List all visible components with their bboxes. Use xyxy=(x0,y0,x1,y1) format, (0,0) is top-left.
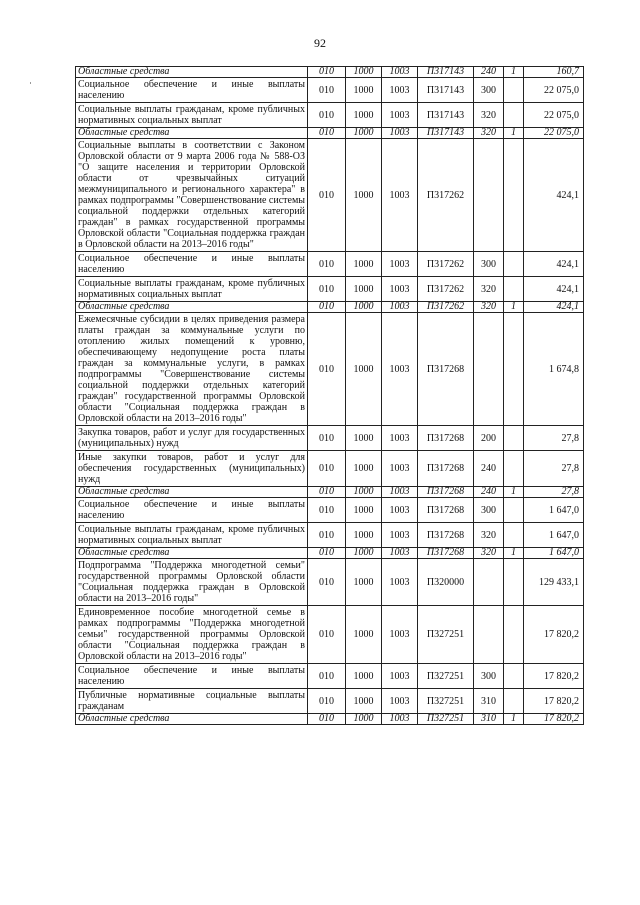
ministry-code-cell: 010 xyxy=(308,714,346,725)
row-name-cell: Социальное обеспечение и иные выплаты населению xyxy=(76,78,308,103)
table-row xyxy=(76,498,584,523)
amount-cell: 17 820,2 xyxy=(524,664,584,689)
amount-cell: 22 075,0 xyxy=(524,103,584,128)
amount-cell: 424,1 xyxy=(524,139,584,252)
amount-cell: 424,1 xyxy=(524,252,584,277)
row-name-cell: Закупка товаров, работ и услуг для государственных (муниципальных) нужд xyxy=(76,426,308,451)
amount-cell: 22 075,0 xyxy=(524,78,584,103)
subsection-code-cell: 1003 xyxy=(382,252,418,277)
section-code-cell: 1000 xyxy=(346,67,382,78)
table-row xyxy=(76,426,584,451)
funds-source-cell xyxy=(504,689,524,714)
row-name-cell: Публичные нормативные социальные выплаты гражданам xyxy=(76,689,308,714)
section-code-cell: 1000 xyxy=(346,302,382,313)
ministry-code-cell: 010 xyxy=(308,67,346,78)
funds-source-cell xyxy=(504,313,524,426)
ministry-code-cell: 010 xyxy=(308,606,346,664)
funds-source-cell: 1 xyxy=(504,548,524,559)
subsection-code-cell: 1003 xyxy=(382,139,418,252)
subsection-code-cell: 1003 xyxy=(382,103,418,128)
expense-type-cell: 310 xyxy=(474,689,504,714)
expense-type-cell xyxy=(474,559,504,606)
expense-type-cell: 300 xyxy=(474,78,504,103)
target-article-cell: П317268 xyxy=(418,523,474,548)
subsection-code-cell: 1003 xyxy=(382,67,418,78)
subsection-code-cell: 1003 xyxy=(382,302,418,313)
expense-type-cell: 300 xyxy=(474,664,504,689)
expense-type-cell: 320 xyxy=(474,277,504,302)
row-name-cell: Областные средства xyxy=(76,487,308,498)
ministry-code-cell: 010 xyxy=(308,313,346,426)
ministry-code-cell: 010 xyxy=(308,103,346,128)
expense-type-cell xyxy=(474,313,504,426)
expense-type-cell: 240 xyxy=(474,451,504,487)
table-row xyxy=(76,313,584,426)
funds-row xyxy=(76,487,584,498)
funds-row xyxy=(76,67,584,78)
amount-cell: 1 647,0 xyxy=(524,523,584,548)
expense-type-cell: 300 xyxy=(474,252,504,277)
expense-type-cell: 240 xyxy=(474,67,504,78)
row-name-cell: Социальные выплаты гражданам, кроме публичных нормативных социальных выплат xyxy=(76,277,308,302)
target-article-cell: П317262 xyxy=(418,302,474,313)
amount-cell: 160,7 xyxy=(524,67,584,78)
amount-cell: 27,8 xyxy=(524,451,584,487)
amount-cell: 17 820,2 xyxy=(524,606,584,664)
funds-source-cell xyxy=(504,664,524,689)
row-name-cell: Ежемесячные субсидии в целях приведения размера платы граждан за коммунальные услуги по отоплению жилых помещений к уровню, обеспечивающему недопущение роста платы граждан за коммунальные услуги, в рамках подпрограммы "Совершенствование системы социальной поддержки отдельных категорий граждан" государственной программы Орловской области "Социальная поддержка граждан в Орловской области на 2013–2016 годы" xyxy=(76,313,308,426)
target-article-cell: П327251 xyxy=(418,664,474,689)
target-article-cell: П317143 xyxy=(418,103,474,128)
section-code-cell: 1000 xyxy=(346,313,382,426)
funds-source-cell: 1 xyxy=(504,128,524,139)
amount-cell: 27,8 xyxy=(524,487,584,498)
subsection-code-cell: 1003 xyxy=(382,128,418,139)
section-code-cell: 1000 xyxy=(346,559,382,606)
funds-source-cell: 1 xyxy=(504,302,524,313)
section-code-cell: 1000 xyxy=(346,426,382,451)
ministry-code-cell: 010 xyxy=(308,487,346,498)
row-name-cell: Социальное обеспечение и иные выплаты населению xyxy=(76,252,308,277)
section-code-cell: 1000 xyxy=(346,252,382,277)
target-article-cell: П320000 xyxy=(418,559,474,606)
row-name-cell: Областные средства xyxy=(76,714,308,725)
table-row xyxy=(76,78,584,103)
funds-source-cell: 1 xyxy=(504,67,524,78)
subsection-code-cell: 1003 xyxy=(382,714,418,725)
table-row xyxy=(76,606,584,664)
row-name-cell: Социальное обеспечение и иные выплаты населению xyxy=(76,664,308,689)
amount-cell: 22 075,0 xyxy=(524,128,584,139)
funds-source-cell xyxy=(504,277,524,302)
funds-source-cell: 1 xyxy=(504,714,524,725)
funds-source-cell xyxy=(504,523,524,548)
row-name-cell: Иные закупки товаров, работ и услуг для обеспечения государственных (муниципальных) нужд xyxy=(76,451,308,487)
row-name-cell: Социальные выплаты гражданам, кроме публичных нормативных социальных выплат xyxy=(76,103,308,128)
subsection-code-cell: 1003 xyxy=(382,78,418,103)
section-code-cell: 1000 xyxy=(346,128,382,139)
target-article-cell: П317262 xyxy=(418,252,474,277)
ministry-code-cell: 010 xyxy=(308,548,346,559)
funds-row xyxy=(76,548,584,559)
target-article-cell: П317143 xyxy=(418,128,474,139)
amount-cell: 424,1 xyxy=(524,302,584,313)
expense-type-cell: 320 xyxy=(474,103,504,128)
row-name-cell: Областные средства xyxy=(76,548,308,559)
expense-type-cell: 300 xyxy=(474,498,504,523)
subsection-code-cell: 1003 xyxy=(382,487,418,498)
expense-type-cell: 320 xyxy=(474,128,504,139)
ministry-code-cell: 010 xyxy=(308,78,346,103)
section-code-cell: 1000 xyxy=(346,689,382,714)
ministry-code-cell: 010 xyxy=(308,302,346,313)
row-name-cell: Социальное обеспечение и иные выплаты населению xyxy=(76,498,308,523)
expense-type-cell: 310 xyxy=(474,714,504,725)
expense-type-cell xyxy=(474,139,504,252)
target-article-cell: П317143 xyxy=(418,78,474,103)
table-row xyxy=(76,689,584,714)
target-article-cell: П317262 xyxy=(418,139,474,252)
row-name-cell: Областные средства xyxy=(76,128,308,139)
ministry-code-cell: 010 xyxy=(308,139,346,252)
ministry-code-cell: 010 xyxy=(308,277,346,302)
subsection-code-cell: 1003 xyxy=(382,277,418,302)
subsection-code-cell: 1003 xyxy=(382,689,418,714)
ministry-code-cell: 010 xyxy=(308,689,346,714)
row-name-cell: Областные средства xyxy=(76,302,308,313)
amount-cell: 1 647,0 xyxy=(524,498,584,523)
funds-source-cell: 1 xyxy=(504,487,524,498)
expense-type-cell xyxy=(474,606,504,664)
section-code-cell: 1000 xyxy=(346,139,382,252)
amount-cell: 17 820,2 xyxy=(524,714,584,725)
amount-cell: 424,1 xyxy=(524,277,584,302)
subsection-code-cell: 1003 xyxy=(382,498,418,523)
target-article-cell: П327251 xyxy=(418,689,474,714)
funds-source-cell xyxy=(504,103,524,128)
subsection-code-cell: 1003 xyxy=(382,548,418,559)
row-name-cell: Социальные выплаты в соответствии с Законом Орловской области от 9 марта 2006 года № 588-ОЗ "О защите населения и территории Орловской области от чрезвычайных ситуаций межмуниципального и регионального характера" в рамках подпрограммы "Совершенствование системы социальной поддержки отдельных категорий граждан" в рамках государственной программы Орловской области "Социальная поддержка граждан в Орловской области на 2013–2016 годы" xyxy=(76,139,308,252)
ministry-code-cell: 010 xyxy=(308,559,346,606)
target-article-cell: П317268 xyxy=(418,548,474,559)
expense-type-cell: 320 xyxy=(474,523,504,548)
table-row xyxy=(76,559,584,606)
funds-row xyxy=(76,128,584,139)
amount-cell: 1 674,8 xyxy=(524,313,584,426)
ministry-code-cell: 010 xyxy=(308,252,346,277)
funds-row xyxy=(76,302,584,313)
ministry-code-cell: 010 xyxy=(308,426,346,451)
expense-type-cell: 240 xyxy=(474,487,504,498)
section-code-cell: 1000 xyxy=(346,487,382,498)
section-code-cell: 1000 xyxy=(346,664,382,689)
expense-type-cell: 320 xyxy=(474,548,504,559)
table-row xyxy=(76,139,584,252)
target-article-cell: П327251 xyxy=(418,606,474,664)
subsection-code-cell: 1003 xyxy=(382,606,418,664)
subsection-code-cell: 1003 xyxy=(382,664,418,689)
funds-source-cell xyxy=(504,498,524,523)
section-code-cell: 1000 xyxy=(346,606,382,664)
amount-cell: 27,8 xyxy=(524,426,584,451)
funds-source-cell xyxy=(504,559,524,606)
funds-source-cell xyxy=(504,252,524,277)
section-code-cell: 1000 xyxy=(346,451,382,487)
row-name-cell: Единовременное пособие многодетной семье в рамках подпрограммы "Поддержка многодетной семьи" государственной программы Орловской области "Социальная поддержка граждан в Орловской области на 2013–2016 годы" xyxy=(76,606,308,664)
funds-row xyxy=(76,714,584,725)
table-row xyxy=(76,523,584,548)
subsection-code-cell: 1003 xyxy=(382,523,418,548)
amount-cell: 129 433,1 xyxy=(524,559,584,606)
ministry-code-cell: 010 xyxy=(308,498,346,523)
table-row xyxy=(76,277,584,302)
table-row xyxy=(76,664,584,689)
ministry-code-cell: 010 xyxy=(308,523,346,548)
target-article-cell: П317268 xyxy=(418,426,474,451)
subsection-code-cell: 1003 xyxy=(382,426,418,451)
funds-source-cell xyxy=(504,78,524,103)
amount-cell: 1 647,0 xyxy=(524,548,584,559)
target-article-cell: П317262 xyxy=(418,277,474,302)
table-body xyxy=(76,67,584,725)
target-article-cell: П317268 xyxy=(418,451,474,487)
ministry-code-cell: 010 xyxy=(308,451,346,487)
table-row xyxy=(76,252,584,277)
subsection-code-cell: 1003 xyxy=(382,451,418,487)
funds-source-cell xyxy=(504,426,524,451)
section-code-cell: 1000 xyxy=(346,103,382,128)
section-code-cell: 1000 xyxy=(346,523,382,548)
target-article-cell: П317268 xyxy=(418,313,474,426)
target-article-cell: П327251 xyxy=(418,714,474,725)
target-article-cell: П317268 xyxy=(418,487,474,498)
section-code-cell: 1000 xyxy=(346,78,382,103)
section-code-cell: 1000 xyxy=(346,548,382,559)
subsection-code-cell: 1003 xyxy=(382,313,418,426)
row-name-cell: Социальные выплаты гражданам, кроме публичных нормативных социальных выплат xyxy=(76,523,308,548)
table-row xyxy=(76,451,584,487)
margin-mark xyxy=(30,82,31,84)
funds-source-cell xyxy=(504,451,524,487)
funds-source-cell xyxy=(504,139,524,252)
section-code-cell: 1000 xyxy=(346,714,382,725)
funds-source-cell xyxy=(504,606,524,664)
section-code-cell: 1000 xyxy=(346,277,382,302)
amount-cell: 17 820,2 xyxy=(524,689,584,714)
table-row xyxy=(76,103,584,128)
budget-table xyxy=(75,66,584,725)
ministry-code-cell: 010 xyxy=(308,128,346,139)
target-article-cell: П317143 xyxy=(418,67,474,78)
subsection-code-cell: 1003 xyxy=(382,559,418,606)
page-number: 92 xyxy=(314,36,326,50)
target-article-cell: П317268 xyxy=(418,498,474,523)
row-name-cell: Подпрограмма "Поддержка многодетной семьи" государственной программы Орловской области "Социальная поддержка граждан в Орловской области на 2013–2016 годы" xyxy=(76,559,308,606)
row-name-cell: Областные средства xyxy=(76,67,308,78)
expense-type-cell: 320 xyxy=(474,302,504,313)
section-code-cell: 1000 xyxy=(346,498,382,523)
ministry-code-cell: 010 xyxy=(308,664,346,689)
expense-type-cell: 200 xyxy=(474,426,504,451)
